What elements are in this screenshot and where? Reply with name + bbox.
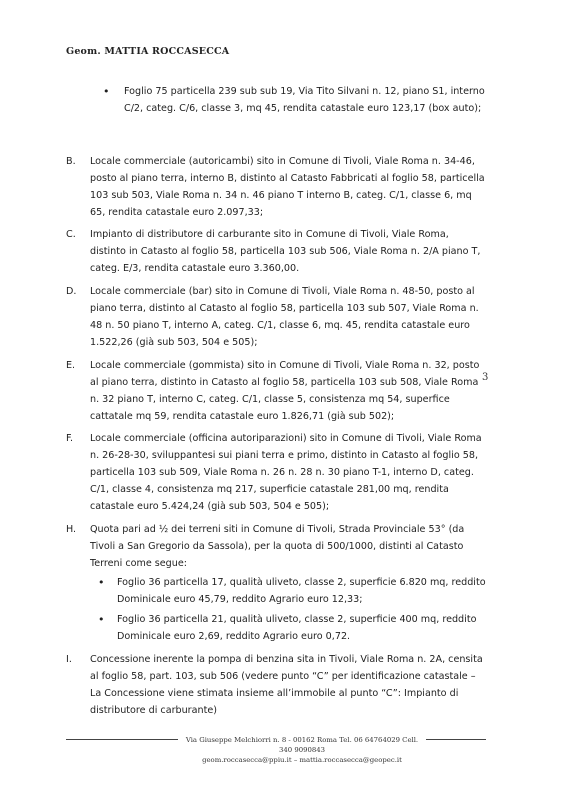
item-text: Locale commerciale (autoricambi) sito in Comune di Tivoli, Viale Roma n. 34-46, posto al piano terra, interno B, distinto al Catasto Fabbricati al foglio 58, particella 103 sub 503, Viale Roma n. 34 n. 46 piano T interno B, categ. C/1, classe 6, mq 65, rendita catastale euro 2.097,33; xyxy=(90,155,485,218)
land-parcel-item: • Foglio 36 particella 21, qualità uliveto, classe 2, superficie 400 mq, reddito Dominicale euro 2,69, reddito Agrario euro 0,72. xyxy=(90,612,486,646)
land-parcel-list xyxy=(90,575,486,647)
item-letter: F. xyxy=(66,433,74,445)
document-body xyxy=(66,84,489,726)
property-item-d xyxy=(66,284,486,352)
item-text: Impianto di distributore di carburante sito in Comune di Tivoli, Viale Roma, distinto in Catasto al foglio 58, particella 103 sub 506, Viale Roma n. 2/A piano T, categ. E/3, rendita catastale euro 3.360,00. xyxy=(90,229,481,275)
item-letter: I. xyxy=(66,654,72,666)
page-number: 3 xyxy=(482,372,489,383)
property-item-c xyxy=(66,227,486,278)
footer-divider-right xyxy=(426,739,486,740)
footer-address: Via Giuseppe Melchiorri n. 8 - 00162 Roma Tel. 06 64764029 Cell. 340 9090843 xyxy=(185,736,419,754)
footer-divider-left xyxy=(66,739,178,740)
item-letter: D. xyxy=(66,286,77,298)
property-item-b xyxy=(66,154,486,222)
land-parcel-item: • Foglio 36 particella 17, qualità uliveto, classe 2, superficie 6.820 mq, reddito Dominicale euro 45,79, reddito Agrario euro 12,33; xyxy=(90,575,486,609)
document-footer xyxy=(180,735,424,765)
item-text: Concessione inerente la pompa di benzina sita in Tivoli, Viale Roma n. 2A, censita al foglio 58, part. 103, sub 506 (vedere punto “C” per identificazione catastale – La Concessione viene stimata insieme all’immobile al punto “C”: Impianto di distributore di carburante) xyxy=(90,654,483,716)
property-item-i xyxy=(66,652,486,720)
item-letter: H. xyxy=(66,523,77,535)
footer-emails: geom.roccasecca@ppiu.it – mattia.roccasecca@geopec.it xyxy=(202,756,402,764)
property-list xyxy=(66,154,489,720)
property-item-h xyxy=(66,522,486,646)
item-letter: B. xyxy=(66,155,76,167)
item-letter: C. xyxy=(66,229,76,241)
property-bullet-item: • Foglio 75 particella 239 sub sub 19, Via Tito Silvani n. 12, piano S1, interno C/2, categ. C/6, classe 3, mq 45, rendita catastale euro 123,17 (box auto); xyxy=(103,84,486,118)
property-item-e xyxy=(66,358,489,426)
property-item-f xyxy=(66,431,486,516)
document-header: Geom. MATTIA ROCCASECCA xyxy=(66,46,230,57)
item-text: Quota pari ad ½ dei terreni siti in Comune di Tivoli, Strada Provinciale 53° (da Tivoli a San Gregorio da Sassola), per la quota di 500/1000, distinti al Catasto Terreni come segue: xyxy=(90,523,465,569)
item-letter: E. xyxy=(66,359,76,371)
item-text: Locale commerciale (officina autoriparazioni) sito in Comune di Tivoli, Viale Roma n. 26-28-30, sviluppantesi sui piani terra e primo, distinto in Catasto al foglio 58, particella 103 sub 509, Viale Roma n. 26 n. 28 n. 30 piano T-1, interno D, categ. C/1, classe 4, consistenza mq 217, superficie catastale 281,00 mq, rendita catastale euro 5.424,24 (già sub 503, 504 e 505); xyxy=(90,433,482,513)
property-bullet-list xyxy=(103,84,486,118)
item-text: Locale commerciale (gommista) sito in Comune di Tivoli, Viale Roma n. 32, posto al piano terra, distinto in Catasto al foglio 58, particella 103 sub 508, Viale Roma n. 32 piano T, interno C, categ. C/1, classe 5, consistenza mq 54, superfice cattatale mq 59, rendita catastale euro 1.826,71 (già sub 502); xyxy=(90,359,480,422)
item-text: Locale commerciale (bar) sito in Comune di Tivoli, Viale Roma n. 48-50, posto al piano terra, distinto al Catasto al foglio 58, particella 103 sub 507, Viale Roma n. 48 n. 50 piano T, interno A, categ. C/1, classe 6, mq. 45, rendita catastale euro 1.522,26 (già sub 503, 504 e 505); xyxy=(90,286,479,348)
